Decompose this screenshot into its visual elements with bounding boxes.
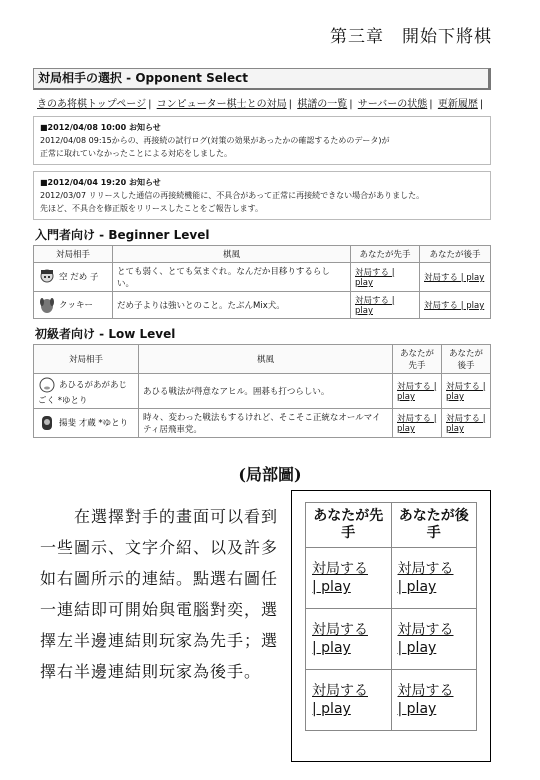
second-cell [420,263,491,292]
section-heading-beginner: 入門者向け - Beginner Level [35,228,210,242]
style-cell: とても弱く、とても気まぐれ。なんだか目移りするらしい。 [113,263,351,292]
play-second-link[interactable]: 対局する | play [446,414,486,434]
screenshot-excerpt [33,68,491,460]
second-cell [420,292,491,319]
zoom-cell [306,609,392,670]
link-main: 対局する [397,622,454,638]
figure-caption: (局部圖) [238,465,302,484]
col-header: あなたが先手 [351,246,420,263]
play-second-link[interactable]: 対局する | play [446,382,486,402]
table-row [34,409,491,438]
nav-link-computer[interactable]: コンピューター棋士との対局 [156,99,287,110]
opponent-name: クッキー [59,300,94,311]
opponent-cell [34,263,113,292]
zoom-cell [391,609,477,670]
play-second-link[interactable]: 対局する | play [424,273,485,283]
page-title: 対局相手の選択 - Opponent Select [33,68,491,90]
link-sub: | play [312,701,351,717]
body-paragraph: 在選擇對手的畫面可以看到一些圖示、文字介紹、以及許多如右圖所示的連結。點選右圖任一連結即可開始與電腦對奕，選擇左半邊連結則玩家為先手；選擇右半邊連結則玩家為後手。 [40,507,279,681]
col-header: 対局相手 [34,246,113,263]
zoom-cell [391,670,477,731]
zoom-header-first: あなたが先手 [306,503,392,548]
play-first-link[interactable] [312,682,385,718]
link-main: 対局する [397,561,454,577]
zoom-cell [391,548,477,609]
table-row [306,670,477,731]
opponent-cell [34,292,113,319]
news-item [33,116,491,165]
col-header: 対局相手 [34,345,139,374]
man-avatar-icon [38,414,56,432]
zoom-header-second: あなたが後手 [391,503,477,548]
col-header: あなたが後手 [442,345,491,374]
opponent-name: 空 だめ 子 [59,272,99,283]
opponent-cell [34,374,139,409]
play-second-link[interactable]: 対局する | play [424,301,485,311]
section-heading-low: 初級者向け - Low Level [35,327,176,341]
table-row [34,263,491,292]
first-cell [393,409,442,438]
play-first-link[interactable]: 対局する | play [397,414,437,434]
link-main: 対局する [397,683,454,699]
zoomed-table [305,502,477,731]
play-second-link[interactable] [398,621,471,657]
first-cell [351,263,420,292]
zoom-cell [306,670,392,731]
nav-link-kifu[interactable]: 棋譜の一覧 [297,99,348,110]
col-header: 棋風 [113,246,351,263]
table-row [34,374,491,409]
first-cell [351,292,420,319]
news-date: ■2012/04/08 10:00 お知らせ [40,123,161,132]
link-sub: | play [397,701,437,717]
news-line: 2012/03/07 リリースした通信の再接続機能に、不具合があって正常に再接続できない場合がありました。 [40,191,425,200]
col-header: 棋風 [139,345,393,374]
nav-links: きのあ将棋トップページ | コンピューター棋士との対局 | 棋譜の一覧 | サーバーの状態 | 更新履歴 | [37,99,484,110]
play-first-link[interactable]: 対局する | play [355,296,395,316]
news-line: 正常に取れていなかったことによる対応をしました。 [40,149,232,158]
girl-avatar-icon [38,268,56,286]
play-first-link[interactable]: 対局する | play [355,268,395,288]
table-row [34,292,491,319]
news-line: 2012/04/08 09:15からの、再接続の試行ログ(対策の効果があったかの確認するためのデータ)が [40,136,390,145]
dog-avatar-icon [38,296,56,314]
duck-avatar-icon [38,376,56,394]
zoom-cell [306,548,392,609]
opponent-name: あひるがあがあじごく *ゆとり [38,380,128,406]
nav-link-server[interactable]: サーバーの状態 [357,99,428,110]
zoomed-figure [291,490,491,762]
nav-link-top[interactable]: きのあ将棋トップページ [37,99,147,110]
link-sub: | play [312,579,351,595]
style-cell: 時々、変わった戦法もするけれど、そこそこ正統なオールマイティ居飛車党。 [139,409,393,438]
first-cell [393,374,442,409]
link-sub: | play [312,640,351,656]
opponent-name: 揚斐 才蔵 *ゆとり [59,418,129,429]
news-item [33,171,491,220]
link-sub: | play [397,640,437,656]
news-date: ■2012/04/04 19:20 お知らせ [40,178,161,187]
play-first-link[interactable] [312,560,385,596]
beginner-table [33,245,491,319]
link-main: 対局する [312,622,368,638]
second-cell [442,409,491,438]
play-first-link[interactable]: 対局する | play [397,382,437,402]
news-line: 先ほど、不具合を修正版をリリースしたことをご報告します。 [40,204,263,213]
opponent-cell [34,409,139,438]
chapter-heading: 第三章 開始下將棋 [330,27,492,47]
table-row [306,609,477,670]
link-sub: | play [397,579,437,595]
low-table [33,344,491,438]
play-first-link[interactable] [312,621,385,657]
col-header: あなたが先手 [393,345,442,374]
style-cell: だめ子よりは強いとのこと。たぶんMix犬。 [113,292,351,319]
col-header: あなたが後手 [420,246,491,263]
play-second-link[interactable] [398,682,471,718]
style-cell: あひる戦法が得意なアヒル。囲碁も打つらしい。 [139,374,393,409]
nav-link-history[interactable]: 更新履歴 [437,99,478,110]
table-row [306,548,477,609]
play-second-link[interactable] [398,560,471,596]
second-cell [442,374,491,409]
link-main: 対局する [312,561,368,577]
link-main: 対局する [312,683,368,699]
